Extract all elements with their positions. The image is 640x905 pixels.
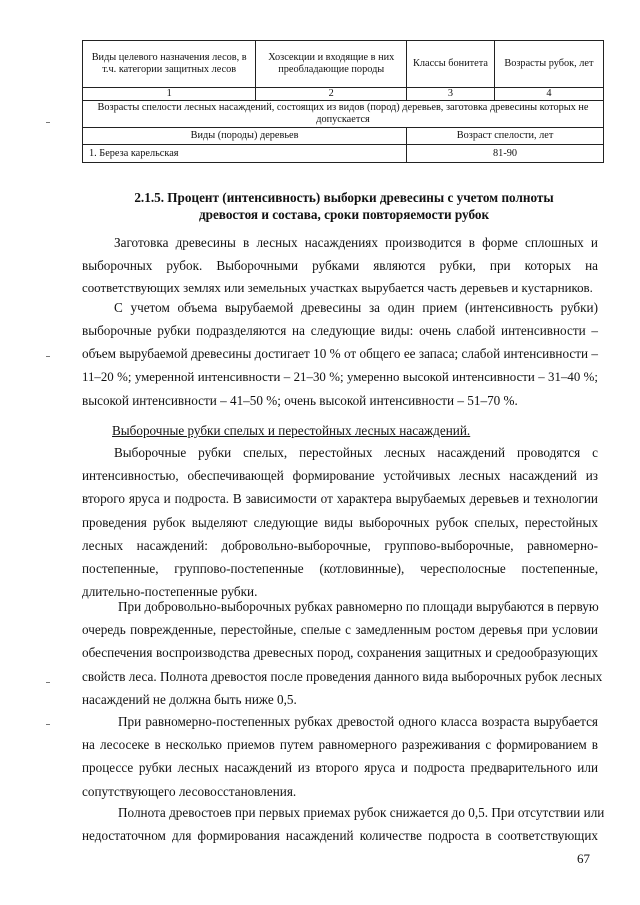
forest-table: [82, 40, 604, 163]
table-span-cell: Возрасты спелости лесных насаждений, состоящих из видов (пород) деревьев, заготовка древесины которых не допускается: [83, 101, 604, 128]
table-header-cell: Хозсекции и входящие в них преобладающие породы: [256, 41, 407, 88]
text-line: объем вырубаемой древесины достигает 10 % от общего ее запаса; слабой интенсивности –: [82, 346, 598, 362]
table-subheader-cell: Возраст спелости, лет: [407, 128, 604, 145]
scan-mark: [46, 724, 50, 725]
scan-mark: [46, 682, 50, 683]
text-line: выборочные рубки подразделяются на следующие виды: очень слабой интенсивности –: [82, 323, 598, 339]
table-cell: 81-90: [407, 145, 604, 163]
text-line: соответствующих землях или земельных участках вырубается часть деревьев и кустарников.: [82, 281, 593, 296]
section-heading-line: 2.1.5. Процент (интенсивность) выборки древесины с учетом полноты: [134, 190, 554, 205]
text-line: С учетом объема вырубаемой древесины за один прием (интенсивность рубки): [114, 300, 598, 315]
table-header-row: [83, 41, 604, 88]
table-cell: 3: [407, 88, 495, 101]
section-heading: [100, 189, 588, 223]
text-line: длительно-постепенные рубки.: [82, 584, 258, 600]
section-heading-line: древостоя и состава, сроки повторяемости рубок: [198, 207, 490, 222]
text-line: интенсивностью, обеспечивающей формирование устойчивых лесных насаждений из: [82, 468, 598, 484]
text-line: выборочных рубок. Выборочными рубками являются рубки, при которых на: [82, 258, 598, 274]
page-number: 67: [577, 851, 590, 866]
table-header-cell: Классы бонитета: [407, 41, 495, 88]
text-line: обеспечения воспроизводства древесных пород, сохранения защитных и средообразующих: [82, 645, 598, 661]
text-line: Полнота древостоев при первых приемах рубок снижается до 0,5. При отсутствии или: [118, 805, 605, 820]
text-line: постепенные, группово-постепенные (котловинные), чересполосные постепенные,: [82, 561, 598, 577]
text-line: на лесосеке в несколько приемов путем равномерного разреживания с формированием в: [82, 737, 598, 753]
paragraph: [82, 441, 598, 603]
table-subheader-cell: Виды (породы) деревьев: [83, 128, 407, 145]
text-line: второго яруса и подроста. В зависимости от характера вырубаемых деревьев и технологии: [82, 491, 598, 507]
text-line: 11–20 %; умеренной интенсивности – 21–30 %; умеренно высокой интенсивности – 31–40 %;: [82, 369, 598, 384]
text-line: очередь поврежденные, перестойные, спелые с замедленным ростом деревья при условии: [82, 622, 598, 638]
table-span-row: [83, 101, 604, 128]
text-line: Заготовка древесины в лесных насаждениях производится в форме сплошных и: [114, 235, 598, 250]
table-header-cell: Виды целевого назначения лесов, в т.ч. категории защитных лесов: [83, 41, 256, 88]
text-line: лесных насаждений: добровольно-выборочные, группово-выборочные, равномерно-: [82, 537, 598, 553]
subheading: [82, 419, 598, 442]
table-number-row: [83, 88, 604, 101]
paragraph: [82, 801, 605, 847]
scan-mark: [46, 356, 50, 357]
paragraph: [82, 710, 598, 803]
text-line: сопутствующего лесовосстановления.: [82, 783, 297, 799]
table-cell: 1. Береза карельская: [83, 145, 407, 163]
table-cell: 2: [256, 88, 407, 101]
table-header-cell: Возрасты рубок, лет: [494, 41, 603, 88]
paragraph: [82, 231, 598, 301]
text-line: Выборочные рубки спелых, перестойных лесных насаждений проводятся с: [114, 445, 598, 460]
text-line: насаждений не должна быть ниже 0,5.: [82, 691, 297, 707]
table-cell: 1: [83, 88, 256, 101]
text-line: процессе рубки лесных насаждений из второго яруса и подроста предварительного или: [82, 760, 598, 776]
table-subheader-row: [83, 128, 604, 145]
text-line: высокой интенсивности – 41–50 %; очень высокой интенсивности – 51–70 %.: [82, 392, 518, 408]
text-line: недостаточном для формирования насаждений количестве подроста в соответствующих: [82, 828, 598, 844]
table-cell: 4: [494, 88, 603, 101]
text-line: При добровольно-выборочных рубках равномерно по площади вырубаются в первую: [118, 599, 599, 614]
paragraph: [82, 595, 603, 711]
text-line: проведения рубок выделяют следующие виды выборочных рубок спелых, перестойных: [82, 514, 598, 530]
subheading-text: Выборочные рубки спелых и перестойных лесных насаждений.: [112, 423, 471, 438]
table-row: [83, 145, 604, 163]
text-line: При равномерно-постепенных рубках древостой одного класса возраста вырубается: [118, 714, 598, 729]
text-line: свойств леса. Полнота древостоя после проведения данного вида выборочных рубок лесных: [82, 668, 603, 684]
scan-mark: [46, 122, 50, 123]
paragraph: [82, 296, 598, 412]
